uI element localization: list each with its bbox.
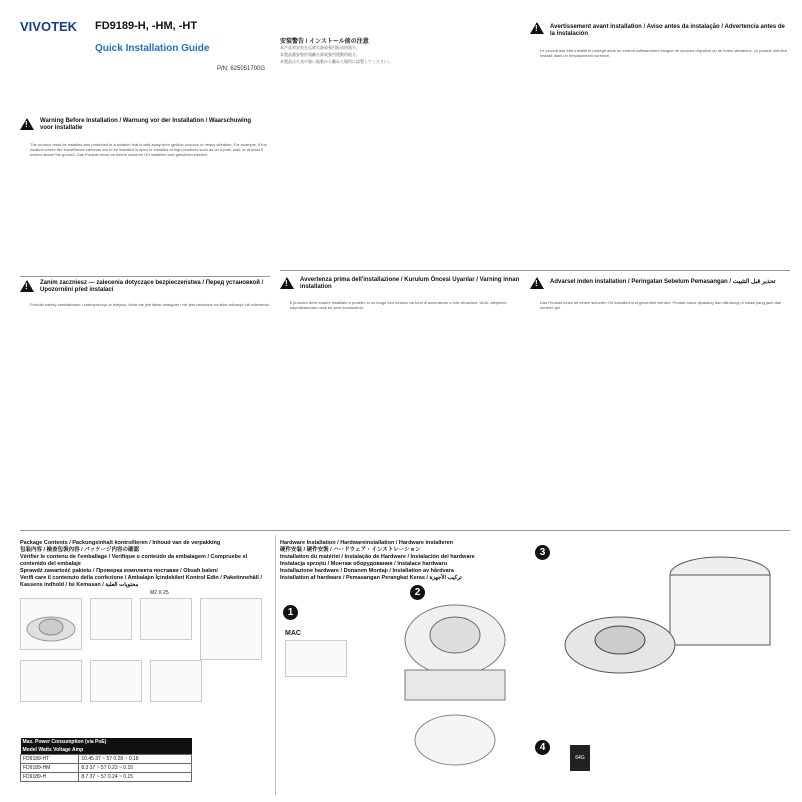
warning-title-da: Advarsel inden installation / Peringatan Sebelum Pemasangan / تحذير قبل التثبيت	[550, 279, 776, 285]
warning-text-it: Il prodotto deve essere installato e protetto in un luogo ben lontano da fonti di accensione o forti vibrazioni. Ürün, ateşleme kaynaklarından uzak bir yere kurulmalıdır.	[290, 300, 507, 310]
warning-icon-4	[280, 277, 294, 289]
warning-icon-5	[530, 277, 544, 289]
package-title: Package Contents / Packungsinhalt kontrollieren / Inhoud van de verpakking 包装内容 / 檢查包裝內容 / パッケージ内容の確認 Vérifier le contenu de l'emballage / Verifique o conteúdo da embalagem / Compruebe el contenido del embalaje Sprawdź zawartość pakietu / Проверка комплекта поставки / Obsah balení Verifi care il contenuto della confezione / Ambalajın İçindekileri Kontrol Edin / Paketinnehåll / Kassens indhold / Isi Kemasan / محتويات العلبة	[20, 540, 262, 588]
warning-icon	[20, 118, 34, 130]
warning-icon-2	[20, 280, 34, 292]
camera-unit	[20, 598, 82, 650]
step-4-badge: 4	[535, 740, 550, 755]
step-2-badge: 2	[410, 585, 425, 600]
table-row: FD9189-HT 10.45 37 ~ 57 0.28 ~ 0.18	[21, 755, 192, 764]
sd-card: 64G	[570, 745, 590, 771]
divider-v	[275, 535, 276, 795]
warning-icon-3	[530, 22, 544, 34]
warning-text-en: The product must be installed and protected in a location that is well away from ignition sources or heavy vibration. For example, if the location where the surveillance cameras are to be installed is open or installed at high positions such as on a pole, wall, or at least 3 meters above the ground. Das Produkt muss an einem sicheren Ort installiert und geschützt werden.	[30, 142, 267, 157]
guide-title: Quick Installation Guide	[95, 43, 210, 54]
warning-title-fr: Avertissement avant installation / Aviso antes da instalação / Advertencia antes de la instalación	[550, 24, 785, 37]
model-title: FD9189-H, -HM, -HT	[95, 20, 198, 32]
camera-dome-illustration	[390, 590, 520, 785]
part-number: P/N: 625051700G	[217, 66, 266, 72]
hardware-title: Hardware Installation / Hardwareinstallation / Hardware installeren 硬件安装 / 硬件安裝 / ハードウェア・インストレーション Installation du matériel / Instalação de Hardware / Instalación del hardware Instalacja sprzętu / Монтаж оборудования / Instalace hardwaru Installazione hardware / Donanım Montajı / Installation av hårdvara Installation af hardware / Pemasangan Perangkat Keras / تركيب الأجهزة	[280, 540, 475, 581]
quick-guide-item	[90, 598, 132, 640]
table-row: FD9189-HM 8.3 37 ~ 57 0.22 ~ 0.15	[21, 764, 192, 773]
table-row: FD9189-H 8.7 37 ~ 57 0.24 ~ 0.15	[21, 773, 192, 782]
warning-title-it: Avvertenza prima dell'installazione / Kurulum Öncesi Uyarılar / Varning innan installation	[300, 277, 520, 290]
jp-warning-text: 本产品须安装在远离火源或强烈振动的地方。 本製品應安裝於遠離火源或強烈震動的地方。 本製品は火気や強い振動から離れた場所に設置してください。	[280, 45, 392, 64]
tool-item	[150, 660, 202, 702]
warning-text-da: Das Produkt muss an einem sicheren Ort installiert und geschützt werden. Produk harus dipasang dan dilindungi di lokasi yang jauh dari sumber api.	[540, 300, 782, 310]
vivotek-logo: VIVOTEK	[20, 19, 78, 34]
step-1-badge: 1	[283, 605, 298, 620]
wrench-item	[140, 598, 192, 640]
step-3-badge: 3	[535, 545, 550, 560]
mount-item	[90, 660, 142, 702]
housing-illustration	[560, 545, 780, 730]
power-table: Max. Power Consumption (via PoE) Model Watts Voltage Amp FD9189-HT 10.45 37 ~ 57 0.28 ~ 0.18 FD9189-HM 8.3 37 ~ 57 0.22 ~ 0.15 FD9189-H 8.7 37 ~ 57 0.24 ~ 0.15	[20, 738, 192, 782]
cable-item	[20, 660, 82, 702]
warning-text-pl: Produkt należy zainstalować i zabezpieczyć w miejscu, które nie jest łatwo dostępne i nie jest narażone na silne wibracje lub uderzenia.	[30, 302, 270, 307]
divider-2	[280, 270, 790, 271]
mac-label-sticker	[285, 640, 347, 677]
divider-3	[20, 530, 790, 531]
divider-1	[20, 276, 270, 277]
screws-item	[200, 598, 262, 660]
warning-title-en: Warning Before Installation / Warnung vor der Installation / Waarschuwing voor installatie	[40, 118, 252, 131]
screw-label: M2 X 25	[150, 590, 169, 596]
warning-title-pl: Zanim zaczniesz — zalecenia dotyczące bezpieczeństwa / Перед установкой / Upozornění před instalací	[40, 280, 264, 293]
warning-text-fr: Le produit doit être installé et protégé dans un endroit suffisamment éloigné de sources d'ignition ou de fortes vibrations. Le produit doit être installé dans un emplacement surélevé.	[540, 48, 788, 58]
mac-label: MAC	[285, 630, 301, 637]
jp-warning-title: 安装警告 / インストール前の注意	[280, 39, 369, 45]
